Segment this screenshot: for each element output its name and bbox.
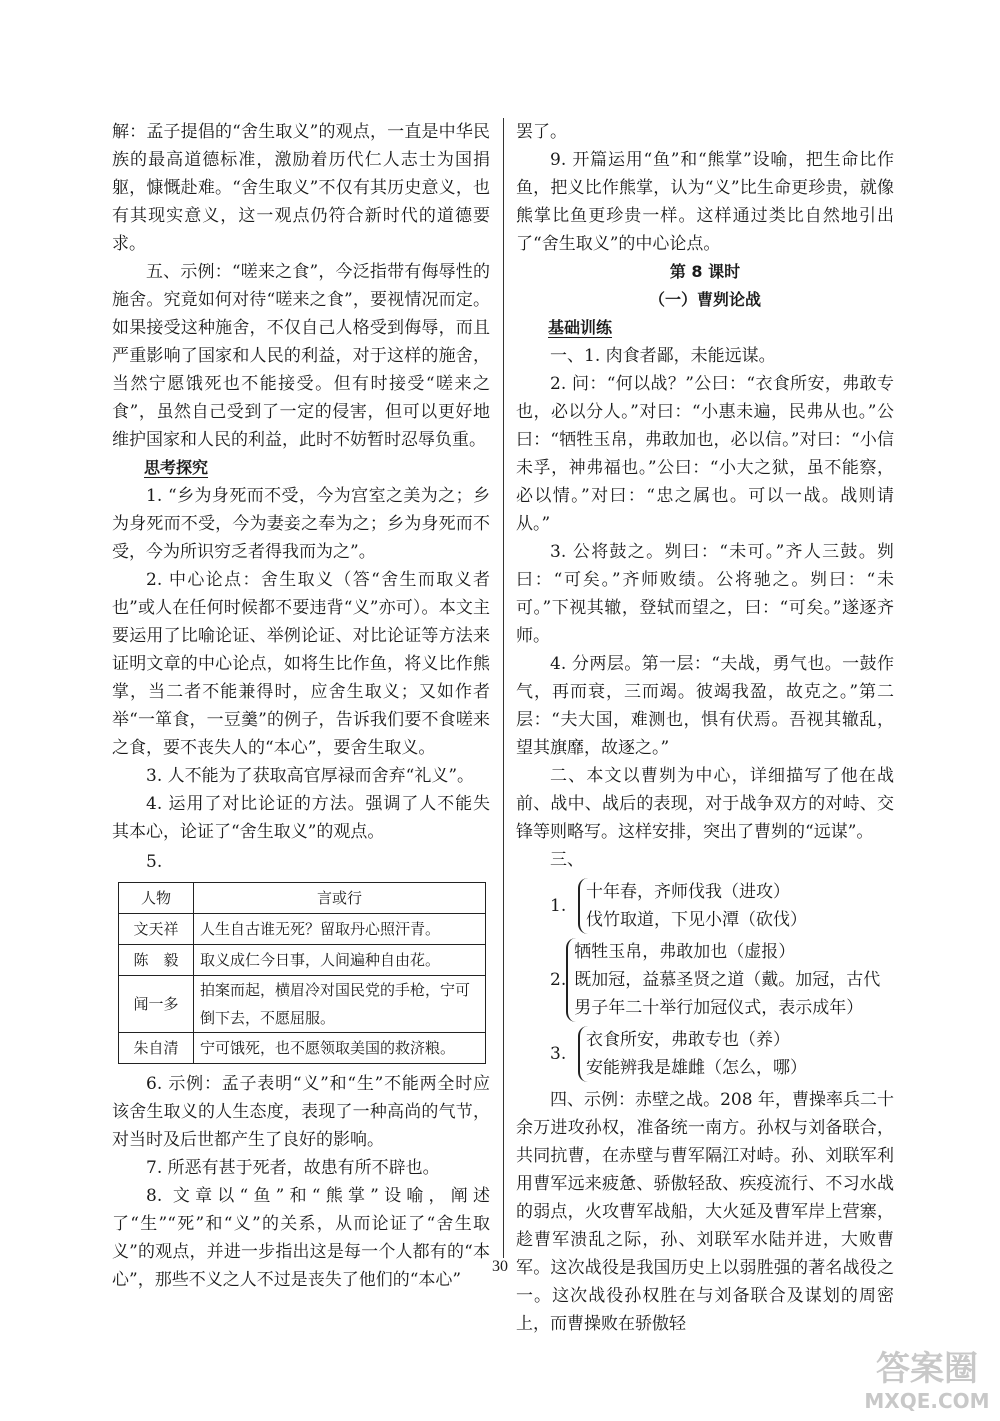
brace-lines <box>578 1026 807 1082</box>
brace-lines <box>566 938 894 1022</box>
table-row <box>119 914 486 945</box>
example-line: 衣食所安，弗敢专也（养） <box>586 1030 790 1050</box>
answer-paragraph: 罢了。 <box>516 122 567 142</box>
word-meaning-group <box>550 878 894 934</box>
answer-item-label: 三、 <box>550 850 584 870</box>
watermark-logo <box>862 1340 992 1415</box>
answer-item: 四、示例：赤壁之战。208 年，曹操率兵二十余万进攻孙权，准备统一南方。孙权与刘备联合，共同抗曹，在赤壁与曹军隔江对峙。孙、刘联军利用曹军远来疲惫、骄傲轻敌、疾疫流行、不习水战的弱点，火攻曹军战船，大火延及曹军岸上营寨，趁曹军溃乱之际，孙、刘联军水陆并进，大败曹军。这次战役是我国历史上以弱胜强的著名战役之一。这次战役孙权胜在与刘备联合及谋划的周密上，而曹操败在骄傲轻 <box>516 1090 894 1334</box>
section-heading: 思考探究 <box>144 458 209 477</box>
left-column <box>112 118 490 1294</box>
column-divider <box>503 118 504 1258</box>
answer-item-label: 5. <box>146 852 163 872</box>
watermark-text-sub: MXQE.COM <box>864 1389 990 1413</box>
table-cell-quote: 拍案而起，横眉冷对国民党的手枪，宁可倒下去，不愿屈服。 <box>194 976 486 1033</box>
answer-item: 2. 中心论点：舍生取义（答“舍生而取义者也”或人在任何时候都不要违背“义”亦可）。本文主要运用了比喻论证、举例论证、对比论证等方法来证明文章的中心论点，如将生比作鱼，将义比作熊掌，当二者不能兼得时，应舍生取义；又如作者举“一箪食，一豆羹”的例子，告诉我们要不食嗟来之食，要不丧失人的“本心”，要舍生取义。 <box>112 570 490 758</box>
answer-item: 7. 所恶有甚于死者，故患有所不辟也。 <box>146 1158 440 1178</box>
group-number: 3. <box>550 1044 567 1064</box>
answer-item: 1. “乡为身死而不受，今为宫室之美为之；乡为身死而不受，今为妻妾之奉为之；乡为身死而不受，今为所识穷乏者得我而为之”。 <box>112 486 490 562</box>
word-meaning-group <box>550 1026 894 1082</box>
answer-item: 9. 开篇运用“鱼”和“熊掌”设喻，把生命比作鱼，把义比作熊掌，认为“义”比生命更珍贵，就像熊掌比鱼更珍贵一样。这样通过类比自然地引出了“舍生取义”的中心论点。 <box>516 150 894 254</box>
table-cell-person: 陈 毅 <box>119 945 194 976</box>
table-header-cell: 人物 <box>119 883 194 914</box>
table-cell-person: 文天祥 <box>119 914 194 945</box>
answer-item: 一、1. 肉食者鄙，未能远谋。 <box>550 346 776 366</box>
table-row <box>119 1033 486 1064</box>
example-line: 十年春，齐师伐我（进攻） <box>586 882 790 902</box>
table-cell-quote: 取义成仁今日事，人间遍种自由花。 <box>194 945 486 976</box>
table-cell-quote: 人生自古谁无死？留取丹心照汗青。 <box>194 914 486 945</box>
article-title: （一）曹刿论战 <box>648 290 761 309</box>
table-cell-person: 闻一多 <box>119 976 194 1033</box>
watermark-text-main: 答案圈 <box>876 1349 978 1389</box>
brace-lines <box>578 878 807 934</box>
table-row <box>119 945 486 976</box>
section-heading: 基础训练 <box>548 318 613 337</box>
answer-paragraph: 五、示例：“嗟来之食”，今泛指带有侮辱性的施舍。究竟如何对待“嗟来之食”，要视情况而定。如果接受这种施舍，不仅自己人格受到侮辱，而且严重影响了国家和人民的利益，对于这样的施舍，当然宁愿饿死也不能接受。但有时接受“嗟来之食”，虽然自己受到了一定的侵害，但可以更好地维护国家和人民的利益，此时不妨暂时忍辱负重。 <box>112 262 490 450</box>
example-line: 牺牲玉帛，弗敢加也（虚报） <box>574 942 796 962</box>
answer-item: 6. 示例：孟子表明“义”和“生”不能两全时应该舍生取义的人生态度，表现了一种高尚的气节，对当时及后世都产生了良好的影响。 <box>112 1074 490 1150</box>
quotes-table <box>118 882 486 1064</box>
answer-item: 4. 运用了对比论证的方法。强调了人不能失其本心，论证了“舍生取义”的观点。 <box>112 794 490 842</box>
table-cell-quote: 宁可饿死，也不愿领取美国的救济粮。 <box>194 1033 486 1064</box>
lesson-title: 第 8 课时 <box>669 262 741 281</box>
answer-paragraph: 解：孟子提倡的“舍生取义”的观点，一直是中华民族的最高道德标准，激励着历代仁人志士为国捐躯，慷慨赴难。“舍生取义”不仅有其历史意义，也有其现实意义，这一观点仍符合新时代的道德要求。 <box>112 122 490 254</box>
watermark-icon <box>862 1340 992 1415</box>
example-line: 既加冠，益慕圣贤之道（戴。加冠，古代男子年二十举行加冠仪式，表示成年） <box>574 970 881 1018</box>
word-meaning-group <box>550 938 894 1022</box>
example-line: 安能辨我是雄雌（怎么，哪） <box>586 1058 807 1078</box>
table-row <box>119 976 486 1033</box>
page-number: 30 <box>492 1258 508 1275</box>
table-header-cell: 言或行 <box>194 883 486 914</box>
answer-item: 8. 文章以“鱼”和“熊掌”设喻，阐述了“生”“死”和“义”的关系，从而论证了“舍生取义”的观点，并进一步指出这是每一个人都有的“本心”，那些不义之人不过是丧失了他们的“本心” <box>112 1186 490 1290</box>
table-cell-person: 朱自清 <box>119 1033 194 1064</box>
answer-item: 2. 问：“何以战？”公曰：“衣食所安，弗敢专也，必以分人。”对曰：“小惠未遍，民弗从也。”公曰：“牺牲玉帛，弗敢加也，必以信。”对曰：“小信未孚，神弗福也。”公曰：“小大之狱，虽不能察，必以情。”对曰：“忠之属也。可以一战。战则请从。” <box>516 374 894 534</box>
group-number: 2. <box>550 970 567 990</box>
example-line: 伐竹取道，下见小潭（砍伐） <box>586 910 807 930</box>
answer-item: 二、本文以曹刿为中心，详细描写了他在战前、战中、战后的表现，对于战争双方的对峙、交锋等则略写。这样安排，突出了曹刿的“远谋”。 <box>516 766 894 842</box>
table-header-row <box>119 883 486 914</box>
answer-item: 4. 分两层。第一层：“夫战，勇气也。一鼓作气，再而衰，三而竭。彼竭我盈，故克之。”第二层：“夫大国，难测也，惧有伏焉。吾视其辙乱，望其旗靡，故逐之。” <box>516 654 894 758</box>
group-number: 1. <box>550 896 567 916</box>
answer-item: 3. 人不能为了获取高官厚禄而舍弃“礼义”。 <box>146 766 475 786</box>
right-column <box>516 118 894 1338</box>
answer-item: 3. 公将鼓之。刿曰：“未可。”齐人三鼓。刿曰：“可矣。”齐师败绩。公将驰之。刿曰：“未可。”下视其辙，登轼而望之，曰：“可矣。”遂逐齐师。 <box>516 542 894 646</box>
